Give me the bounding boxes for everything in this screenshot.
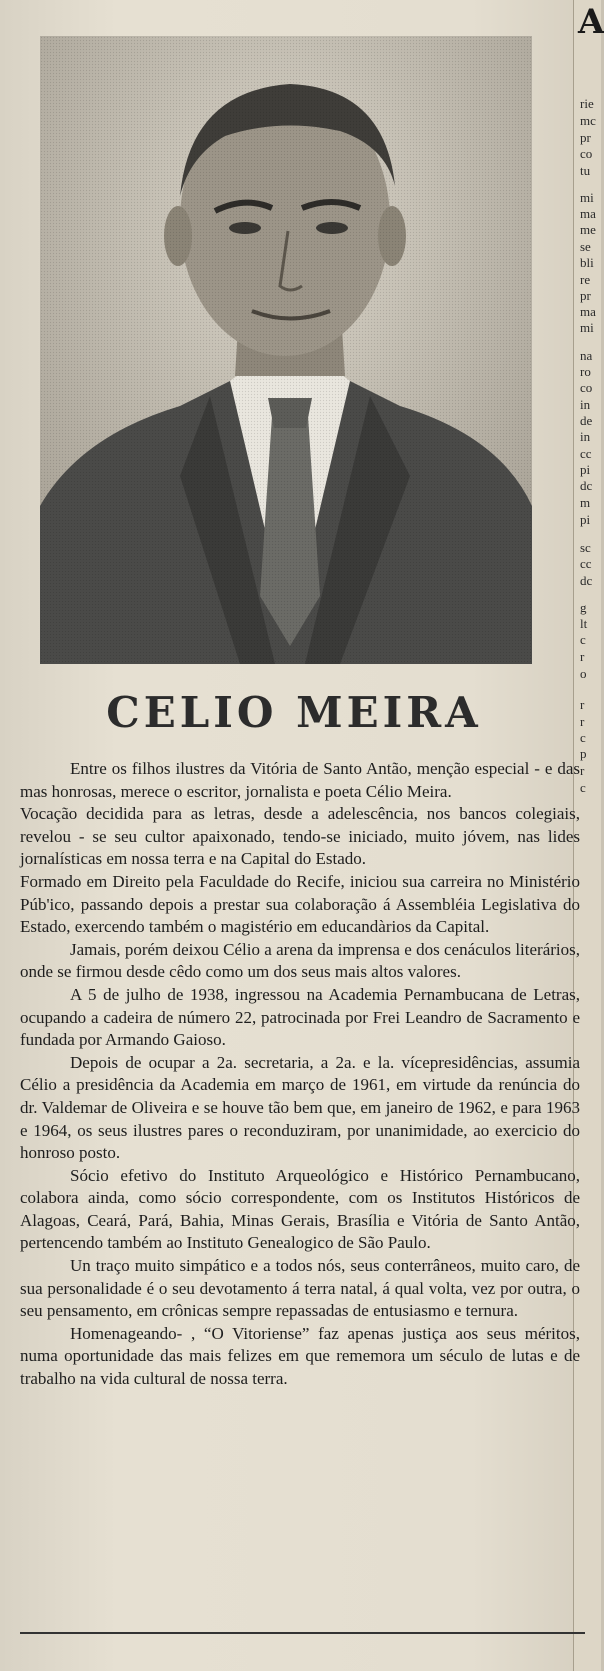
adjacent-column-word-fragment: m	[580, 495, 591, 510]
adjacent-column-word-fragment: pi	[580, 462, 591, 477]
adjacent-column-word-fragment: co	[580, 146, 593, 161]
adjacent-column-word-fragment: o	[580, 666, 587, 681]
adjacent-column-word-fragment: g	[580, 600, 587, 615]
adjacent-column-word-fragment: c	[580, 632, 586, 647]
bottom-rule	[20, 1632, 585, 1634]
adjacent-column-word-fragment: pr	[580, 130, 591, 145]
adjacent-column-word-fragment: se	[580, 239, 591, 254]
article-paragraph: Entre os filhos ilustres da Vitória de Santo Antão, menção especial - e das mas honrosas, merece o escritor, jornalista e poeta Célio Meira.	[20, 759, 580, 801]
adjacent-column-header-letter: A	[578, 2, 604, 42]
adjacent-column-word-fragment: pr	[580, 288, 591, 303]
adjacent-column-word-fragment: p	[580, 746, 587, 761]
adjacent-column-word-fragment: pi	[580, 512, 591, 527]
article-paragraph: Homenageando- , “O Vitoriense” faz apenas justiça aos seus méritos, numa oportunidade das mais felizes em que rememora um século de lutas e de trabalho na vida cultural de nossa terra.	[20, 1323, 580, 1389]
article-paragraph: Depois de ocupar a 2a. secretaria, a 2a. e la. vícepresidências, assumia Célio a presidência da Academia em março de 1961, em virtude da renúncia do dr. Valdemar de Oliveira e se houve tão bem que, em janeiro de 1962, e para 1963 e 1964, os seus ilustres pares o reconduziram, por unanimidade, ao exercicio do honroso posto.	[20, 1052, 580, 1163]
article-paragraph: Vocação decidida para as letras, desde a adelescência, nos bancos colegiais, revelou - se seu cultor apaixonado, tendo-se iniciado, muito jóvem, nas lides jornalísticas em nossa terra e na Capital do Estado.	[20, 804, 580, 869]
portrait-photo	[40, 36, 532, 664]
adjacent-column-word-fragment: de	[580, 413, 593, 428]
article-paragraph: Un traço muito simpático e a todos nós, seus conterrâneos, muito caro, de sua personalidade é o seu devotamento á terra natal, á qual volta, vez por outra, o seu pensamento, em crônicas sempre repassadas de entusiasmo e ternura.	[20, 1256, 580, 1321]
adjacent-column-word-fragment: na	[580, 348, 593, 363]
article-body	[20, 758, 580, 1391]
adjacent-column-word-fragment: in	[580, 429, 591, 444]
adjacent-column-word-fragment: dc	[580, 478, 593, 493]
adjacent-column-word-fragment: lt	[580, 616, 588, 631]
article-paragraph: Jamais, porém deixou Célio a arena da imprensa e dos cenáculos literários, onde se firmou desde cêdo como um dos seus mais altos valores.	[20, 939, 580, 982]
adjacent-column-word-fragment: me	[580, 222, 596, 237]
adjacent-column-word-fragment: ma	[580, 304, 596, 319]
article-title: CELIO MEIRA	[106, 688, 482, 737]
adjacent-column-word-fragment: r	[580, 763, 585, 778]
adjacent-column-word-fragment: mc	[580, 113, 596, 128]
portrait-image	[40, 36, 532, 664]
adjacent-column-word-fragment: mi	[580, 190, 594, 205]
adjacent-column-word-fragment: re	[580, 272, 591, 287]
adjacent-column-word-fragment: co	[580, 380, 593, 395]
adjacent-column-word-fragment: bli	[580, 255, 594, 270]
adjacent-column-word-fragment: r	[580, 697, 585, 712]
adjacent-column-word-fragment: ro	[580, 364, 591, 379]
adjacent-column-word-fragment: r	[580, 714, 585, 729]
adjacent-column-word-fragment: ma	[580, 206, 596, 221]
adjacent-column-word-fragment: rie	[580, 96, 594, 111]
adjacent-column-word-fragment: cc	[580, 446, 592, 461]
adjacent-column-word-fragment: r	[580, 649, 585, 664]
article-paragraph: A 5 de julho de 1938, ingressou na Academia Pernambucana de Letras, ocupando a cadeira de número 22, patrocinada por Frei Leandro de Sacramento e fundada por Armando Gaioso.	[20, 984, 580, 1050]
adjacent-column-word-fragment: sc	[580, 540, 591, 555]
adjacent-column-word-fragment: mi	[580, 320, 594, 335]
adjacent-column-word-fragment: c	[580, 780, 586, 795]
article-paragraph: Sócio efetivo do Instituto Arqueológico e Histórico Pernambucano, colabora ainda, como sócio correspondente, com os Institutos Históricos de Alagoas, Ceará, Pará, Bahia, Minas Gerais, Brasília e Vitória de Santo Antão, pertencendo também ao Instituto Genealogico de São Paulo.	[20, 1165, 580, 1253]
adjacent-column-word-fragment: in	[580, 397, 591, 412]
adjacent-column-word-fragment: tu	[580, 163, 591, 178]
adjacent-column-word-fragment: dc	[580, 573, 593, 588]
article-paragraph: Formado em Direito pela Faculdade do Recife, iniciou sua carreira no Ministério Púb'ico, passando depois a prestar sua colaboração á Assembléia Legislativa do Estado, exercendo também o magistério em educandàrios da Capital.	[20, 871, 580, 937]
adjacent-column-word-fragment: c	[580, 730, 586, 745]
adjacent-column-word-fragment: cc	[580, 556, 592, 571]
